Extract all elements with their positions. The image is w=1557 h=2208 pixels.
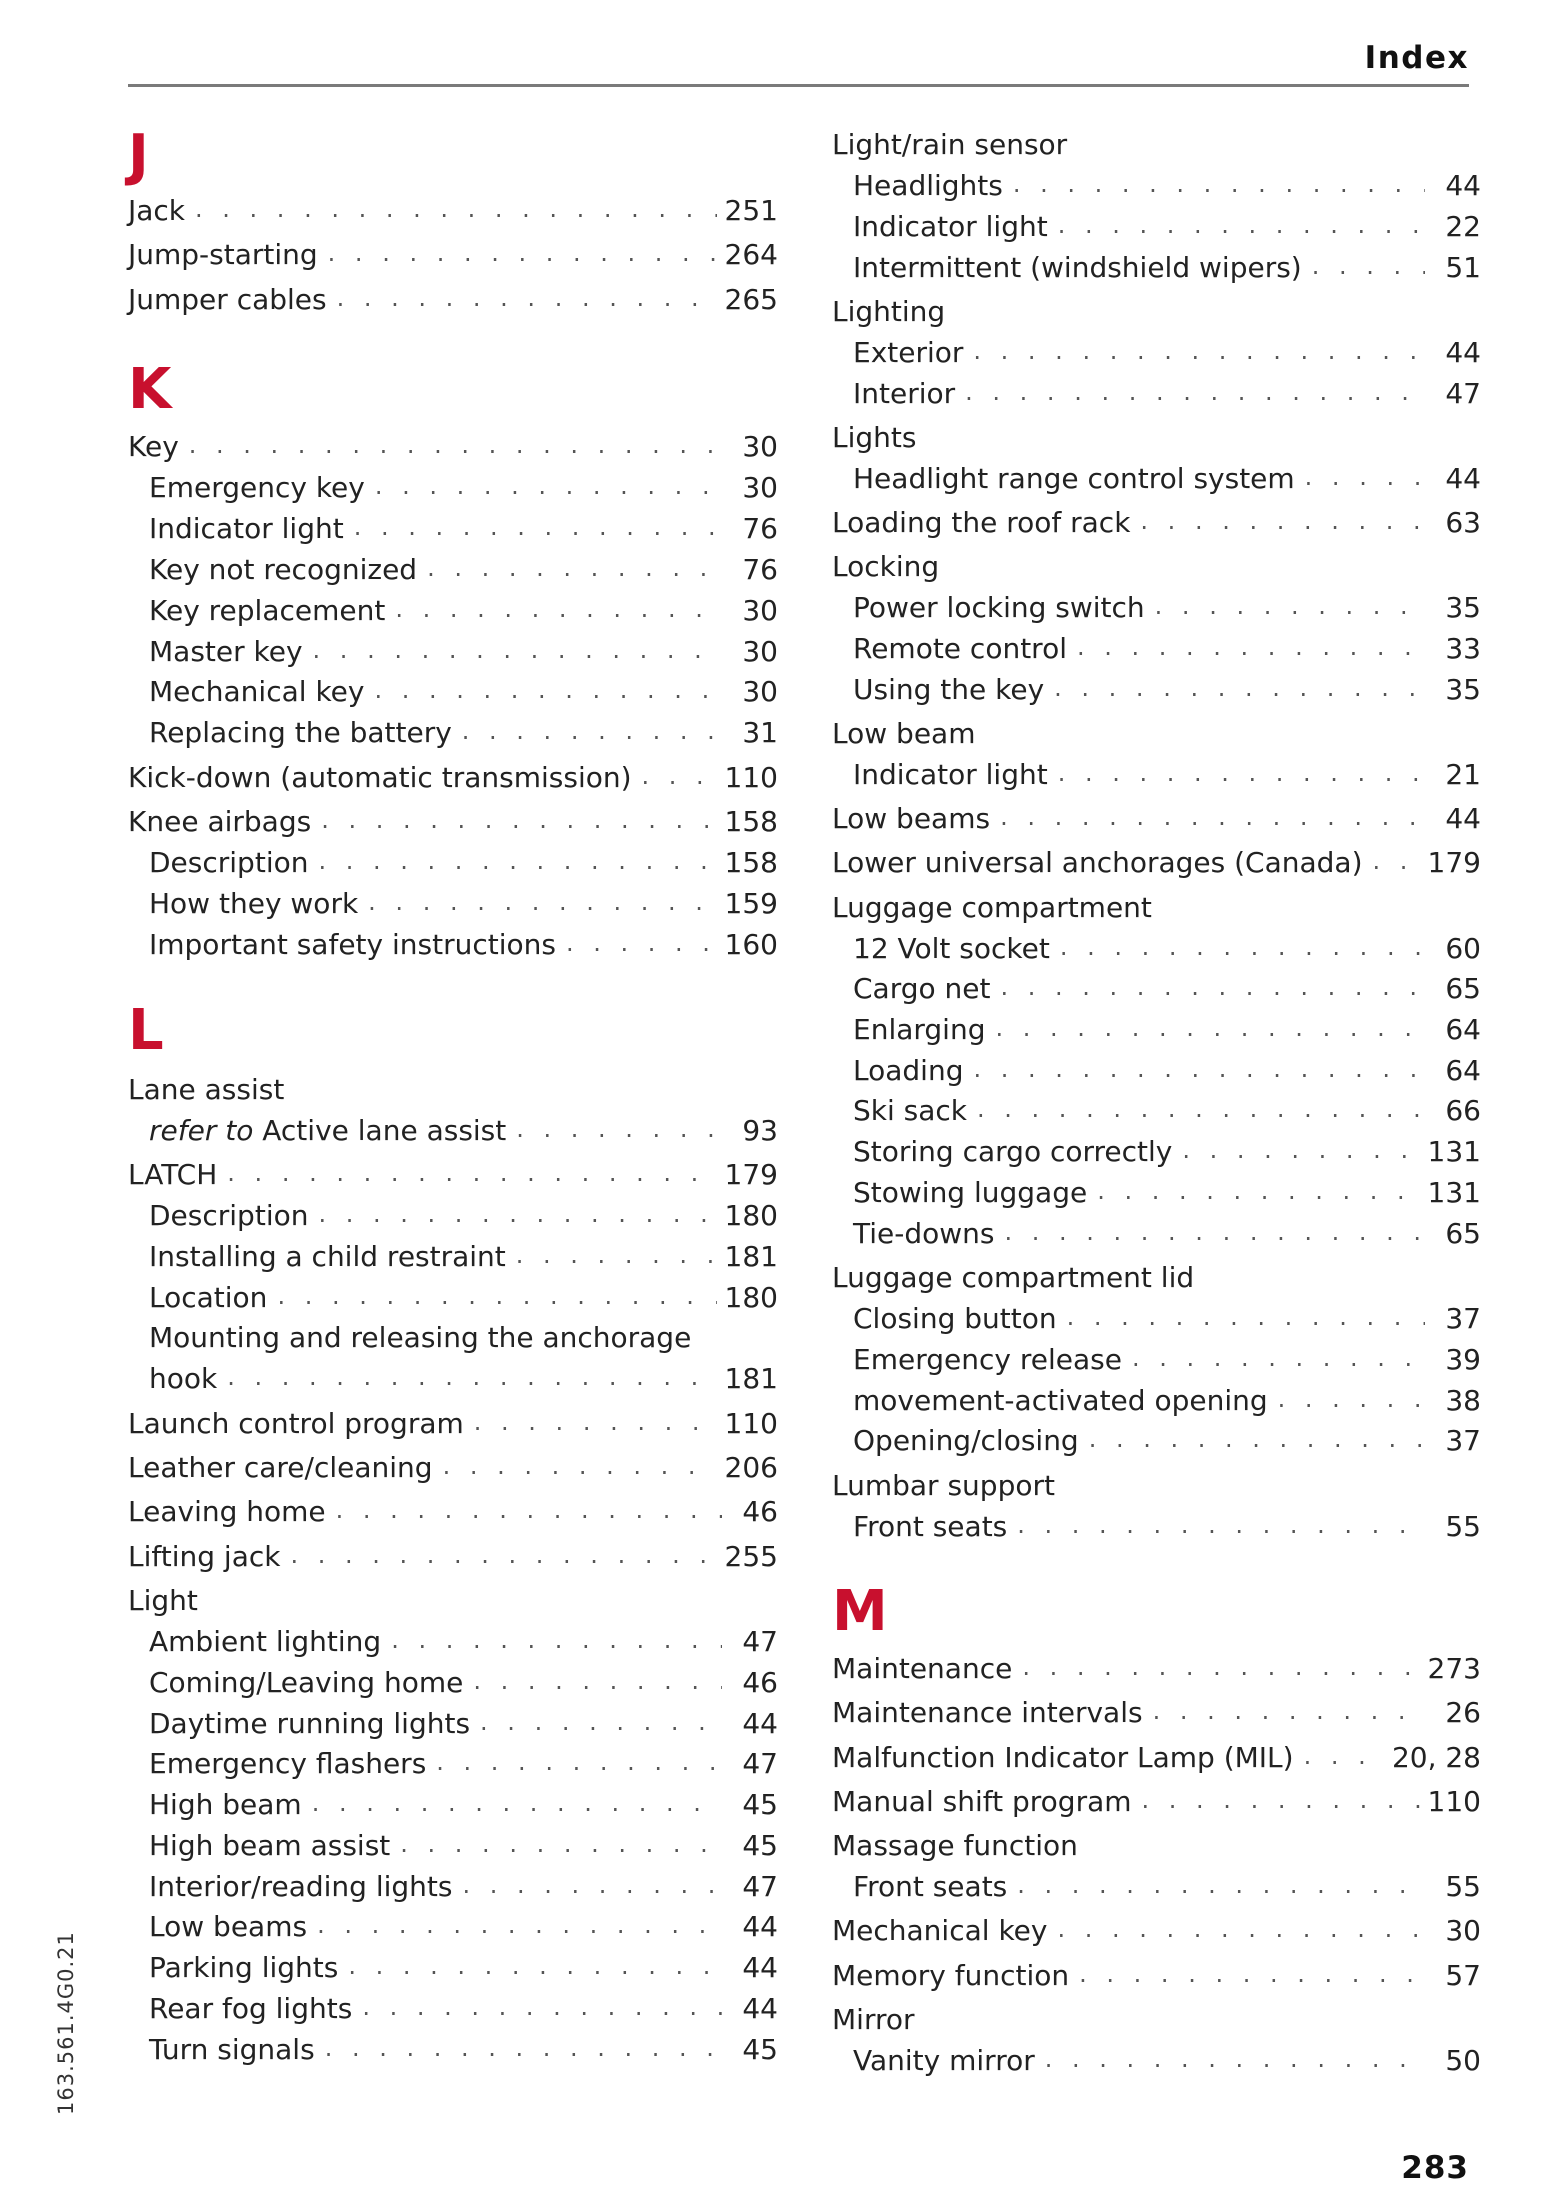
index-entry[interactable]: Maintenance . . . 273 — [832, 1652, 1481, 1686]
index-entry-heading[interactable]: Locking — [832, 550, 940, 583]
index-subentry[interactable]: Mechanical key . . . 30 — [128, 675, 778, 709]
index-subentry[interactable]: Headlights . . . 44 — [832, 169, 1481, 203]
index-subentry[interactable]: Power locking switch . . . 35 — [832, 591, 1481, 625]
index-entry[interactable]: Manual shift program . . . 110 — [832, 1785, 1481, 1819]
index-entry-heading[interactable]: Luggage compartment lid — [832, 1261, 1195, 1294]
index-entry[interactable]: Jump-starting . . . 264 — [128, 238, 778, 272]
index-subentry[interactable]: Storing cargo correctly . . . 131 — [832, 1135, 1481, 1169]
document-code: 163.561.4G0.21 — [54, 1931, 78, 2115]
index-subentry[interactable]: Loading . . . 64 — [832, 1054, 1481, 1088]
index-entry[interactable]: Malfunction Indicator Lamp (MIL) . . . 20, 28 — [832, 1741, 1481, 1775]
index-entry[interactable]: Key . . . 30 — [128, 430, 778, 464]
index-subentry[interactable]: Indicator light . . . 22 — [832, 210, 1481, 244]
index-entry-heading[interactable]: Lighting — [832, 295, 946, 328]
page-number: 283 — [1401, 2150, 1469, 2186]
index-entry[interactable]: Low beams . . . 44 — [832, 802, 1481, 836]
index-entry-heading[interactable]: Massage function — [832, 1829, 1078, 1862]
index-subentry[interactable]: Master key . . . 30 — [128, 635, 778, 669]
index-subentry[interactable]: Ski sack . . . 66 — [832, 1094, 1481, 1128]
index-entry[interactable]: Kick-down (automatic transmission) . . . 110 — [128, 761, 778, 795]
index-subentry[interactable]: Parking lights . . . 44 — [128, 1951, 778, 1985]
index-subentry[interactable]: Low beams . . . 44 — [128, 1910, 778, 1944]
index-subentry[interactable]: hook . . . 181 — [128, 1362, 778, 1396]
index-subentry[interactable]: Interior/reading lights . . . 47 — [128, 1870, 778, 1904]
index-subentry[interactable]: Headlight range control system . . . 44 — [832, 462, 1481, 496]
index-subentry[interactable]: movement-activated opening . . . 38 — [832, 1384, 1481, 1418]
index-entry[interactable]: Loading the roof rack . . . 63 — [832, 506, 1481, 540]
index-subentry[interactable]: Key not recognized . . . 76 — [128, 553, 778, 587]
index-entry[interactable]: Jumper cables . . . 265 — [128, 283, 778, 317]
index-subentry-heading[interactable]: Mounting and releasing the anchorage — [149, 1321, 692, 1354]
index-subentry[interactable]: Rear fog lights . . . 44 — [128, 1992, 778, 2026]
index-entry[interactable]: Maintenance intervals . . . 26 — [832, 1696, 1481, 1730]
index-subentry[interactable]: Replacing the battery . . . 31 — [128, 716, 778, 750]
index-subentry[interactable]: 12 Volt socket . . . 60 — [832, 932, 1481, 966]
index-entry[interactable]: Lower universal anchorages (Canada) . . . 179 — [832, 846, 1481, 880]
index-entry[interactable]: Leaving home . . . 46 — [128, 1495, 778, 1529]
section-letter-l: L — [128, 998, 164, 1063]
index-subentry[interactable]: High beam assist . . . 45 — [128, 1829, 778, 1863]
index-subentry[interactable]: Installing a child restraint . . . 181 — [128, 1240, 778, 1274]
index-subentry[interactable]: Stowing luggage . . . 131 — [832, 1176, 1481, 1210]
index-subentry[interactable]: Coming/Leaving home . . . 46 — [128, 1666, 778, 1700]
index-subentry[interactable]: Remote control . . . 33 — [832, 632, 1481, 666]
index-entry[interactable]: Lifting jack . . . 255 — [128, 1540, 778, 1574]
index-subentry[interactable]: High beam . . . 45 — [128, 1788, 778, 1822]
index-subentry[interactable]: Description . . . 180 — [128, 1199, 778, 1233]
index-entry-heading[interactable]: Lane assist — [128, 1073, 285, 1106]
index-subentry[interactable]: Location . . . 180 — [128, 1281, 778, 1315]
index-entry[interactable]: LATCH . . . 179 — [128, 1158, 778, 1192]
index-subentry[interactable]: Indicator light . . . 21 — [832, 758, 1481, 792]
index-entry-heading[interactable]: Light — [128, 1584, 198, 1617]
index-entry[interactable]: Leather care/cleaning . . . 206 — [128, 1451, 778, 1485]
index-subentry[interactable]: Front seats . . . 55 — [832, 1870, 1481, 1904]
index-subentry[interactable]: Indicator light . . . 76 — [128, 512, 778, 546]
index-entry[interactable]: Mechanical key . . . 30 — [832, 1914, 1481, 1948]
index-subentry[interactable]: Front seats . . . 55 — [832, 1510, 1481, 1544]
index-entry[interactable]: Knee airbags . . . 158 — [128, 805, 778, 839]
index-subentry[interactable]: Enlarging . . . 64 — [832, 1013, 1481, 1047]
index-entry-heading[interactable]: Lumbar support — [832, 1469, 1055, 1502]
page-header-title: Index — [1364, 40, 1469, 76]
index-entry-heading[interactable]: Low beam — [832, 717, 976, 750]
index-entry[interactable]: Memory function . . . 57 — [832, 1959, 1481, 1993]
index-subentry[interactable]: Turn signals . . . 45 — [128, 2033, 778, 2067]
index-subentry[interactable]: Emergency key . . . 30 — [128, 471, 778, 505]
index-subentry[interactable]: Cargo net . . . 65 — [832, 972, 1481, 1006]
index-subentry[interactable]: Using the key . . . 35 — [832, 673, 1481, 707]
section-letter-k: K — [128, 357, 172, 422]
index-entry-heading[interactable]: Light/rain sensor — [832, 128, 1068, 161]
section-letter-j: J — [128, 123, 149, 188]
section-letter-m: M — [832, 1579, 888, 1644]
index-subentry[interactable]: Tie-downs . . . 65 — [832, 1217, 1481, 1251]
index-subentry[interactable]: Vanity mirror . . . 50 — [832, 2044, 1481, 2078]
header-rule — [128, 84, 1469, 87]
index-subentry[interactable]: Key replacement . . . 30 — [128, 594, 778, 628]
index-subentry[interactable]: Closing button . . . 37 — [832, 1302, 1481, 1336]
index-entry[interactable]: Launch control program . . . 110 — [128, 1407, 778, 1441]
index-subentry[interactable]: Ambient lighting . . . 47 — [128, 1625, 778, 1659]
index-entry-heading[interactable]: Lights — [832, 421, 917, 454]
index-subentry[interactable]: Description . . . 158 — [128, 846, 778, 880]
index-subentry[interactable]: Exterior . . . 44 — [832, 336, 1481, 370]
index-subentry[interactable]: Intermittent (windshield wipers) . . . 51 — [832, 251, 1481, 285]
index-subentry[interactable]: Emergency release . . . 39 — [832, 1343, 1481, 1377]
index-subentry[interactable]: Opening/closing . . . 37 — [832, 1424, 1481, 1458]
index-subentry[interactable]: refer to Active lane assist . . . 93 — [128, 1114, 778, 1148]
index-subentry[interactable]: Daytime running lights . . . 44 — [128, 1707, 778, 1741]
index-subentry[interactable]: Interior . . . 47 — [832, 377, 1481, 411]
index-subentry[interactable]: Important safety instructions . . . 160 — [128, 928, 778, 962]
index-entry-heading[interactable]: Luggage compartment — [832, 891, 1152, 924]
index-subentry[interactable]: How they work . . . 159 — [128, 887, 778, 921]
index-entry[interactable]: Jack . . . 251 — [128, 194, 778, 228]
index-subentry[interactable]: Emergency flashers . . . 47 — [128, 1747, 778, 1781]
index-entry-heading[interactable]: Mirror — [832, 2003, 915, 2036]
